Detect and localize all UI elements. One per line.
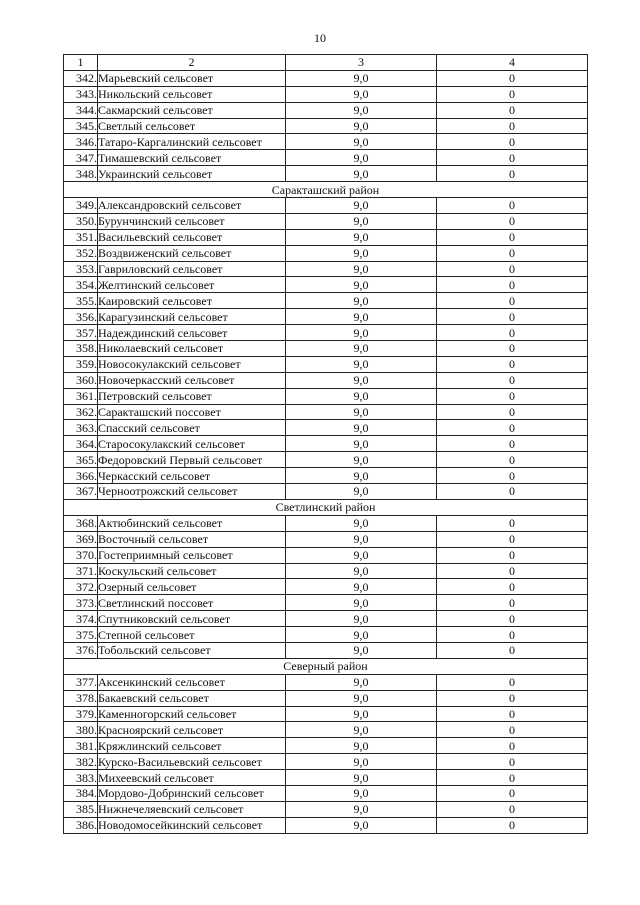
value-col-3: 9,0 [286, 356, 437, 372]
table-row [64, 404, 588, 420]
value-col-3: 9,0 [286, 102, 437, 118]
row-number: 355. [64, 293, 98, 309]
settlement-name: Степной сельсовет [98, 627, 286, 643]
value-col-4: 0 [437, 754, 588, 770]
settlement-name: Светлый сельсовет [98, 118, 286, 134]
value-col-3: 9,0 [286, 563, 437, 579]
value-col-4: 0 [437, 102, 588, 118]
settlement-name: Черноотрожский сельсовет [98, 484, 286, 500]
table-row [64, 245, 588, 261]
table-row [64, 563, 588, 579]
settlement-name: Тимашевский сельсовет [98, 150, 286, 166]
table-row [64, 86, 588, 102]
table-row [64, 213, 588, 229]
table-row [64, 452, 588, 468]
row-number: 378. [64, 690, 98, 706]
settlement-name: Каировский сельсовет [98, 293, 286, 309]
value-col-3: 9,0 [286, 277, 437, 293]
settlement-name: Саракташский поссовет [98, 404, 286, 420]
value-col-3: 9,0 [286, 738, 437, 754]
table-row [64, 579, 588, 595]
settlement-name: Александровский сельсовет [98, 198, 286, 214]
row-number: 360. [64, 372, 98, 388]
value-col-3: 9,0 [286, 341, 437, 357]
value-col-4: 0 [437, 674, 588, 690]
section-title: Саракташский район [64, 182, 588, 198]
column-header-2: 2 [98, 55, 286, 71]
table-row [64, 261, 588, 277]
row-number: 381. [64, 738, 98, 754]
row-number: 347. [64, 150, 98, 166]
settlement-name: Бурунчинский сельсовет [98, 213, 286, 229]
table-row [64, 166, 588, 182]
table-row [64, 229, 588, 245]
settlement-name: Желтинский сельсовет [98, 277, 286, 293]
settlement-name: Марьевский сельсовет [98, 70, 286, 86]
value-col-3: 9,0 [286, 420, 437, 436]
value-col-4: 0 [437, 706, 588, 722]
section-title: Светлинский район [64, 499, 588, 515]
value-col-4: 0 [437, 166, 588, 182]
row-number: 379. [64, 706, 98, 722]
value-col-4: 0 [437, 563, 588, 579]
value-col-3: 9,0 [286, 198, 437, 214]
value-col-3: 9,0 [286, 595, 437, 611]
value-col-4: 0 [437, 150, 588, 166]
value-col-3: 9,0 [286, 452, 437, 468]
row-number: 350. [64, 213, 98, 229]
row-number: 363. [64, 420, 98, 436]
settlement-name: Кряжлинский сельсовет [98, 738, 286, 754]
table-row [64, 484, 588, 500]
value-col-3: 9,0 [286, 372, 437, 388]
table-row [64, 325, 588, 341]
value-col-4: 0 [437, 817, 588, 833]
value-col-4: 0 [437, 70, 588, 86]
value-col-3: 9,0 [286, 309, 437, 325]
settlement-name: Никольский сельсовет [98, 86, 286, 102]
value-col-4: 0 [437, 277, 588, 293]
table-row [64, 372, 588, 388]
value-col-3: 9,0 [286, 642, 437, 658]
value-col-3: 9,0 [286, 261, 437, 277]
value-col-4: 0 [437, 611, 588, 627]
row-number: 368. [64, 515, 98, 531]
table-row [64, 738, 588, 754]
value-col-3: 9,0 [286, 388, 437, 404]
row-number: 361. [64, 388, 98, 404]
page-number: 10 [314, 31, 326, 45]
settlement-name: Васильевский сельсовет [98, 229, 286, 245]
settlement-name: Новочеркасский сельсовет [98, 372, 286, 388]
value-col-4: 0 [437, 229, 588, 245]
section-header-row [64, 182, 588, 198]
row-number: 362. [64, 404, 98, 420]
value-col-3: 9,0 [286, 293, 437, 309]
value-col-3: 9,0 [286, 547, 437, 563]
value-col-3: 9,0 [286, 245, 437, 261]
value-col-4: 0 [437, 309, 588, 325]
row-number: 382. [64, 754, 98, 770]
value-col-3: 9,0 [286, 515, 437, 531]
value-col-4: 0 [437, 134, 588, 150]
row-number: 380. [64, 722, 98, 738]
row-number: 370. [64, 547, 98, 563]
value-col-4: 0 [437, 261, 588, 277]
table-row [64, 420, 588, 436]
row-number: 376. [64, 642, 98, 658]
row-number: 357. [64, 325, 98, 341]
row-number: 385. [64, 801, 98, 817]
value-col-3: 9,0 [286, 801, 437, 817]
settlement-name: Петровский сельсовет [98, 388, 286, 404]
settlement-name: Украинский сельсовет [98, 166, 286, 182]
row-number: 343. [64, 86, 98, 102]
table-row [64, 293, 588, 309]
value-col-3: 9,0 [286, 150, 437, 166]
settlement-name: Карагузинский сельсовет [98, 309, 286, 325]
value-col-4: 0 [437, 484, 588, 500]
row-number: 354. [64, 277, 98, 293]
row-number: 377. [64, 674, 98, 690]
table-row [64, 134, 588, 150]
row-number: 371. [64, 563, 98, 579]
value-col-4: 0 [437, 785, 588, 801]
row-number: 351. [64, 229, 98, 245]
value-col-4: 0 [437, 420, 588, 436]
row-number: 352. [64, 245, 98, 261]
table-row [64, 150, 588, 166]
section-header-row [64, 499, 588, 515]
value-col-3: 9,0 [286, 86, 437, 102]
column-header-4: 4 [437, 55, 588, 71]
settlement-name: Бакаевский сельсовет [98, 690, 286, 706]
settlement-name: Коскульский сельсовет [98, 563, 286, 579]
table-row [64, 388, 588, 404]
row-number: 359. [64, 356, 98, 372]
value-col-4: 0 [437, 86, 588, 102]
row-number: 356. [64, 309, 98, 325]
settlement-name: Каменногорский сельсовет [98, 706, 286, 722]
settlement-name: Светлинский поссовет [98, 595, 286, 611]
value-col-3: 9,0 [286, 706, 437, 722]
table-row [64, 595, 588, 611]
settlement-name: Надеждинский сельсовет [98, 325, 286, 341]
settlement-name: Тобольский сельсовет [98, 642, 286, 658]
row-number: 372. [64, 579, 98, 595]
table-row [64, 611, 588, 627]
row-number: 383. [64, 770, 98, 786]
settlement-name: Старосокулакский сельсовет [98, 436, 286, 452]
table-row [64, 356, 588, 372]
value-col-4: 0 [437, 627, 588, 643]
value-col-3: 9,0 [286, 404, 437, 420]
table-row [64, 277, 588, 293]
settlement-name: Новосокулакский сельсовет [98, 356, 286, 372]
table-row [64, 531, 588, 547]
value-col-4: 0 [437, 770, 588, 786]
row-number: 344. [64, 102, 98, 118]
value-col-4: 0 [437, 436, 588, 452]
value-col-3: 9,0 [286, 627, 437, 643]
value-col-3: 9,0 [286, 690, 437, 706]
value-col-4: 0 [437, 452, 588, 468]
settlement-name: Аксенкинский сельсовет [98, 674, 286, 690]
value-col-3: 9,0 [286, 468, 437, 484]
row-number: 349. [64, 198, 98, 214]
settlement-name: Спутниковский сельсовет [98, 611, 286, 627]
value-col-4: 0 [437, 515, 588, 531]
value-col-4: 0 [437, 722, 588, 738]
settlement-name: Курско-Васильевский сельсовет [98, 754, 286, 770]
value-col-4: 0 [437, 404, 588, 420]
table-row [64, 309, 588, 325]
value-col-4: 0 [437, 547, 588, 563]
settlement-name: Новодомосейкинский сельсовет [98, 817, 286, 833]
settlement-name: Восточный сельсовет [98, 531, 286, 547]
value-col-3: 9,0 [286, 70, 437, 86]
value-col-3: 9,0 [286, 166, 437, 182]
value-col-3: 9,0 [286, 579, 437, 595]
settlement-name: Актюбинский сельсовет [98, 515, 286, 531]
value-col-4: 0 [437, 341, 588, 357]
value-col-4: 0 [437, 579, 588, 595]
value-col-4: 0 [437, 325, 588, 341]
settlement-name: Красноярский сельсовет [98, 722, 286, 738]
table-row [64, 468, 588, 484]
section-header-row [64, 658, 588, 674]
table-row [64, 627, 588, 643]
table-row [64, 515, 588, 531]
settlement-name: Федоровский Первый сельсовет [98, 452, 286, 468]
value-col-4: 0 [437, 531, 588, 547]
value-col-3: 9,0 [286, 817, 437, 833]
value-col-3: 9,0 [286, 722, 437, 738]
table-body [64, 70, 588, 833]
settlement-name: Сакмарский сельсовет [98, 102, 286, 118]
value-col-4: 0 [437, 118, 588, 134]
row-number: 345. [64, 118, 98, 134]
settlement-name: Татаро-Каргалинский сельсовет [98, 134, 286, 150]
table-row [64, 436, 588, 452]
table-row [64, 770, 588, 786]
value-col-3: 9,0 [286, 436, 437, 452]
table-header-row [64, 55, 588, 71]
table-row [64, 690, 588, 706]
value-col-3: 9,0 [286, 484, 437, 500]
row-number: 342. [64, 70, 98, 86]
settlement-name: Спасский сельсовет [98, 420, 286, 436]
value-col-3: 9,0 [286, 118, 437, 134]
row-number: 348. [64, 166, 98, 182]
column-header-1: 1 [64, 55, 98, 71]
row-number: 374. [64, 611, 98, 627]
value-col-4: 0 [437, 356, 588, 372]
value-col-3: 9,0 [286, 213, 437, 229]
value-col-4: 0 [437, 388, 588, 404]
value-col-4: 0 [437, 213, 588, 229]
row-number: 369. [64, 531, 98, 547]
value-col-3: 9,0 [286, 785, 437, 801]
value-col-3: 9,0 [286, 325, 437, 341]
settlement-name: Гостеприимный сельсовет [98, 547, 286, 563]
row-number: 386. [64, 817, 98, 833]
value-col-4: 0 [437, 245, 588, 261]
row-number: 373. [64, 595, 98, 611]
table-row [64, 817, 588, 833]
table-row [64, 102, 588, 118]
table-row [64, 198, 588, 214]
row-number: 375. [64, 627, 98, 643]
row-number: 367. [64, 484, 98, 500]
value-col-3: 9,0 [286, 229, 437, 245]
table-row [64, 70, 588, 86]
row-number: 364. [64, 436, 98, 452]
section-title: Северный район [64, 658, 588, 674]
value-col-4: 0 [437, 801, 588, 817]
table-row [64, 706, 588, 722]
value-col-4: 0 [437, 198, 588, 214]
value-col-3: 9,0 [286, 531, 437, 547]
settlement-name: Воздвиженский сельсовет [98, 245, 286, 261]
value-col-3: 9,0 [286, 674, 437, 690]
table-row [64, 118, 588, 134]
row-number: 358. [64, 341, 98, 357]
row-number: 365. [64, 452, 98, 468]
row-number: 366. [64, 468, 98, 484]
row-number: 384. [64, 785, 98, 801]
settlement-name: Нижнечеляевский сельсовет [98, 801, 286, 817]
value-col-4: 0 [437, 690, 588, 706]
settlement-name: Михеевский сельсовет [98, 770, 286, 786]
settlement-name: Гавриловский сельсовет [98, 261, 286, 277]
table-row [64, 801, 588, 817]
value-col-4: 0 [437, 468, 588, 484]
table-row [64, 722, 588, 738]
row-number: 353. [64, 261, 98, 277]
value-col-3: 9,0 [286, 754, 437, 770]
settlement-name: Мордово-Добринский сельсовет [98, 785, 286, 801]
settlement-name: Черкасский сельсовет [98, 468, 286, 484]
value-col-3: 9,0 [286, 611, 437, 627]
value-col-4: 0 [437, 293, 588, 309]
table-row [64, 754, 588, 770]
table-row [64, 674, 588, 690]
settlement-name: Озерный сельсовет [98, 579, 286, 595]
settlement-name: Николаевский сельсовет [98, 341, 286, 357]
table-row [64, 547, 588, 563]
value-col-4: 0 [437, 372, 588, 388]
table-row [64, 642, 588, 658]
column-header-3: 3 [286, 55, 437, 71]
table-row [64, 785, 588, 801]
data-table [63, 54, 588, 834]
row-number: 346. [64, 134, 98, 150]
value-col-4: 0 [437, 642, 588, 658]
value-col-3: 9,0 [286, 770, 437, 786]
value-col-3: 9,0 [286, 134, 437, 150]
table-row [64, 341, 588, 357]
value-col-4: 0 [437, 738, 588, 754]
value-col-4: 0 [437, 595, 588, 611]
